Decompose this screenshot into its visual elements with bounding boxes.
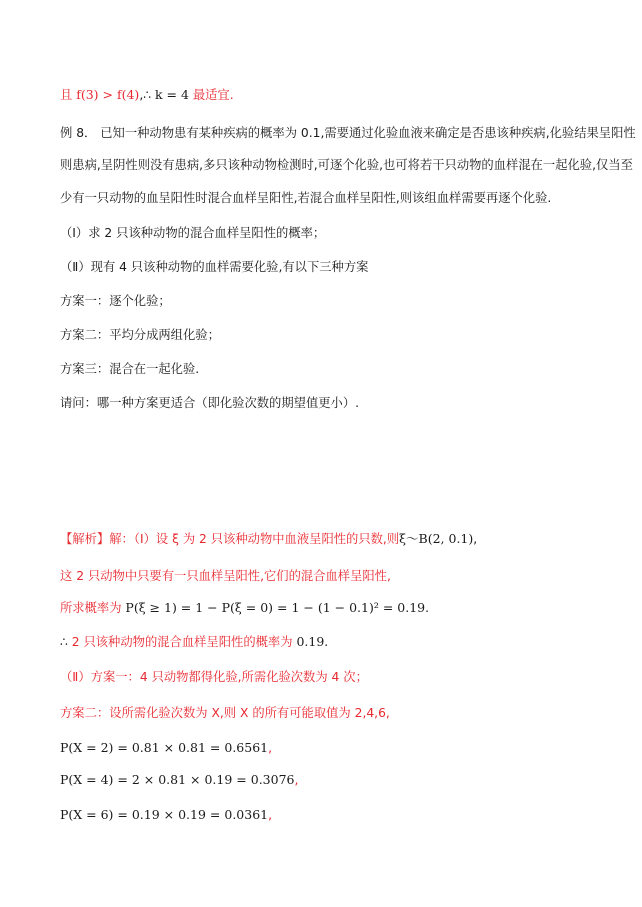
conclusion-line bbox=[60, 86, 602, 104]
problem-line-2: 则患病,呈阴性则没有患病,多只该种动物检测时,可逐个化验,也可将若干只动物的血样混在一起化验,仅当至 bbox=[60, 158, 633, 172]
plan-1: 方案一：逐个化验； bbox=[60, 294, 171, 308]
solution-line-6: 方案二：设所需化验次数为 X,则 X 的所有可能取值为 2,4,6, bbox=[60, 706, 390, 720]
plan-3: 方案三：混合在一起化验. bbox=[60, 362, 200, 376]
probability-x2-math: P(X = 2) = 0.81 × 0.81 = 0.6561 bbox=[60, 740, 269, 755]
solution-line-3-math: P(ξ ≥ 1) = 1 − P(ξ = 0) = 1 − (1 − 0.1)² = 0.19 bbox=[125, 600, 426, 615]
probability-x6-end: , bbox=[268, 808, 273, 822]
conclusion-k-value: k = 4 bbox=[154, 87, 189, 102]
probability-x4-end: , bbox=[294, 773, 299, 787]
solution-line-1-math: ξ～B(2, 0.1) bbox=[399, 531, 474, 546]
probability-x4-math: P(X = 4) = 2 × 0.81 × 0.19 = 0.3076 bbox=[60, 772, 295, 787]
problem-part-1: （Ⅰ）求 2 只该种动物的混合血样呈阳性的概率； bbox=[60, 226, 326, 240]
solution-line-1-text: 解：（Ⅰ）设 ξ 为 2 只该种动物中血液呈阳性的只数,则 bbox=[109, 532, 400, 546]
problem-question: 请问：哪一种方案更适合（即化验次数的期望值更小）. bbox=[60, 396, 360, 410]
solution-line-4-text: 2 只该种动物的混合血样呈阳性的概率为 bbox=[71, 635, 297, 649]
conclusion-therefore: ,∴ bbox=[139, 88, 155, 102]
solution-line-3-text: 所求概率为 bbox=[60, 601, 126, 615]
solution-line-4-math: 0.19 bbox=[296, 634, 325, 649]
solution-line-3 bbox=[60, 599, 602, 617]
probability-x6-math: P(X = 6) = 0.19 × 0.19 = 0.0361 bbox=[60, 807, 269, 822]
conclusion-inequality: f(3) > f(4) bbox=[76, 87, 140, 102]
probability-x2 bbox=[60, 739, 602, 757]
solution-line-5: （Ⅱ）方案一：4 只动物都得化验,所需化验次数为 4 次； bbox=[60, 670, 368, 684]
probability-x4 bbox=[60, 771, 602, 789]
solution-line-4 bbox=[60, 633, 602, 651]
conclusion-prefix: 且 bbox=[60, 88, 77, 102]
plan-2: 方案二：平均分成两组化验； bbox=[60, 328, 220, 342]
solution-line-4-pre: ∴ bbox=[60, 635, 72, 649]
solution-line-4-end: . bbox=[324, 635, 329, 649]
problem-line-1: 例 8． 已知一种动物患有某种疾病的概率为 0.1,需要通过化验血液来确定是否患该种疾病,化验结果呈阳性 bbox=[60, 126, 636, 140]
problem-part-2: （Ⅱ）现有 4 只该种动物的血样需要化验,有以下三种方案 bbox=[60, 260, 369, 274]
probability-x6 bbox=[60, 806, 602, 824]
conclusion-suffix: 最适宜. bbox=[188, 88, 234, 102]
solution-tag: 【解析】 bbox=[60, 532, 110, 546]
solution-line-2: 这 2 只动物中只要有一只血样呈阳性,它们的混合血样呈阳性, bbox=[60, 569, 391, 583]
probability-x2-end: , bbox=[268, 741, 273, 755]
problem-line-3: 少有一只动物的血呈阳性时混合血样呈阳性,若混合血样呈阳性,则该组血样需要再逐个化验. bbox=[60, 191, 552, 205]
solution-line-1 bbox=[60, 530, 602, 548]
solution-line-3-end: . bbox=[425, 601, 430, 615]
solution-line-1-end: , bbox=[473, 532, 478, 546]
